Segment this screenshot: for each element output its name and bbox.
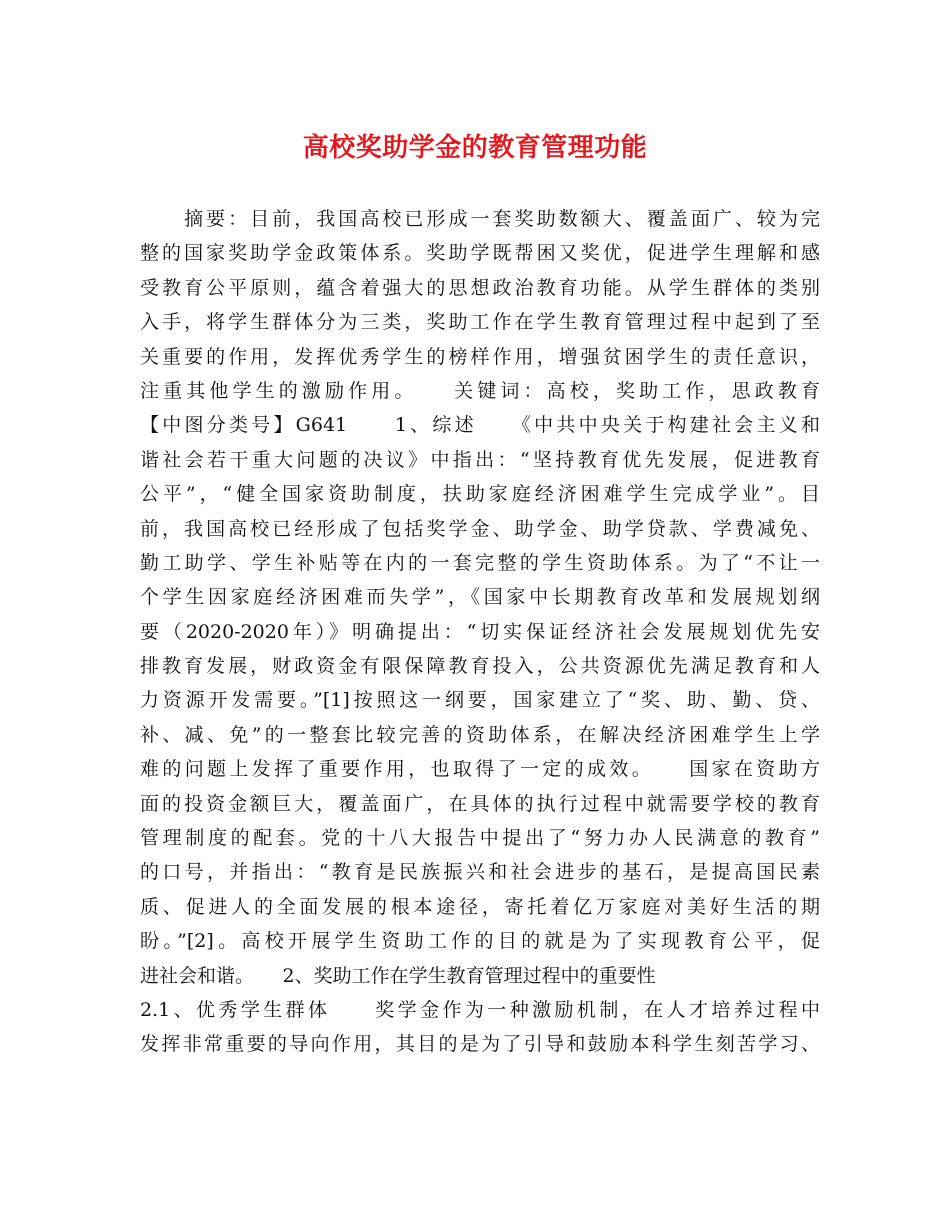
body-text-line: 力资源开发需要。”[1]按照这一纲要，国家建立了“奖、助、勤、贷、 — [140, 689, 820, 712]
body-text-line: 前，我国高校已经形成了包括奖学金、助学金、助学贷款、学费减免、 — [140, 517, 820, 540]
document-body — [140, 202, 820, 1062]
body-text-line: 盼。”[2]。高校开展学生资助工作的目的就是为了实现教育公平，促 — [140, 930, 820, 953]
body-text-line: 进社会和谐。 2、奖助工作在学生教育管理过程中的重要性 — [140, 964, 656, 987]
body-text-line: 补、减、免”的一整套比较完善的资助体系，在解决经济困难学生上学 — [140, 723, 820, 746]
body-text-line: 关重要的作用，发挥优秀学生的榜样作用，增强贫困学生的责任意识， — [140, 345, 820, 368]
body-text-line: 要（2020-2020年）》明确提出：“切实保证经济社会发展规划优先安 — [140, 620, 820, 643]
body-text-line: 【中图分类号】G641 1、综述 《中共中央关于构建社会主义和 — [140, 414, 820, 437]
body-text-line: 公平”，“健全国家资助制度，扶助家庭经济困难学生完成学业”。目 — [140, 483, 820, 506]
body-text-line: 受教育公平原则，蕴含着强大的思想政治教育功能。从学生群体的类别 — [140, 276, 820, 299]
body-text-line: 入手，将学生群体分为三类，奖助工作在学生教育管理过程中起到了至 — [140, 311, 820, 334]
document-title: 高校奖助学金的教育管理功能 — [302, 133, 648, 163]
body-text-line: 摘要：目前，我国高校已形成一套奖助数额大、覆盖面广、较为完 — [140, 208, 820, 230]
body-text-line: 整的国家奖助学金政策体系。奖助学既帮困又奖优，促进学生理解和感 — [140, 242, 820, 265]
body-text-line: 质、促进人的全面发展的根本途径，寄托着亿万家庭对美好生活的期 — [140, 895, 820, 918]
body-text-line: 发挥非常重要的导向作用，其目的是为了引导和鼓励本科学生刻苦学习、 — [140, 1033, 820, 1056]
body-text-line: 面的投资金额巨大，覆盖面广，在具体的执行过程中就需要学校的教育 — [140, 792, 820, 815]
body-text-line: 勤工助学、学生补贴等在内的一套完整的学生资助体系。为了“不让一 — [140, 551, 820, 574]
body-text-line: 2.1、优秀学生群体 奖学金作为一种激励机制，在人才培养过程中 — [140, 998, 820, 1021]
body-text-line: 的口号，并指出：“教育是民族振兴和社会进步的基石，是提高国民素 — [140, 861, 820, 884]
body-text-line: 难的问题上发挥了重要作用，也取得了一定的成效。 国家在资助方 — [140, 758, 820, 781]
body-text-line: 个学生因家庭经济困难而失学”，《国家中长期教育改革和发展规划纲 — [140, 586, 820, 609]
body-text-line: 注重其他学生的激励作用。 关键词：高校，奖助工作，思政教育 — [140, 379, 820, 402]
body-text-line: 排教育发展，财政资金有限保障教育投入，公共资源优先满足教育和人 — [140, 655, 820, 678]
body-text-line: 谐社会若干重大问题的决议》中指出：“坚持教育优先发展，促进教育 — [140, 448, 820, 471]
body-text-line: 管理制度的配套。党的十八大报告中提出了“努力办人民满意的教育” — [140, 827, 820, 850]
